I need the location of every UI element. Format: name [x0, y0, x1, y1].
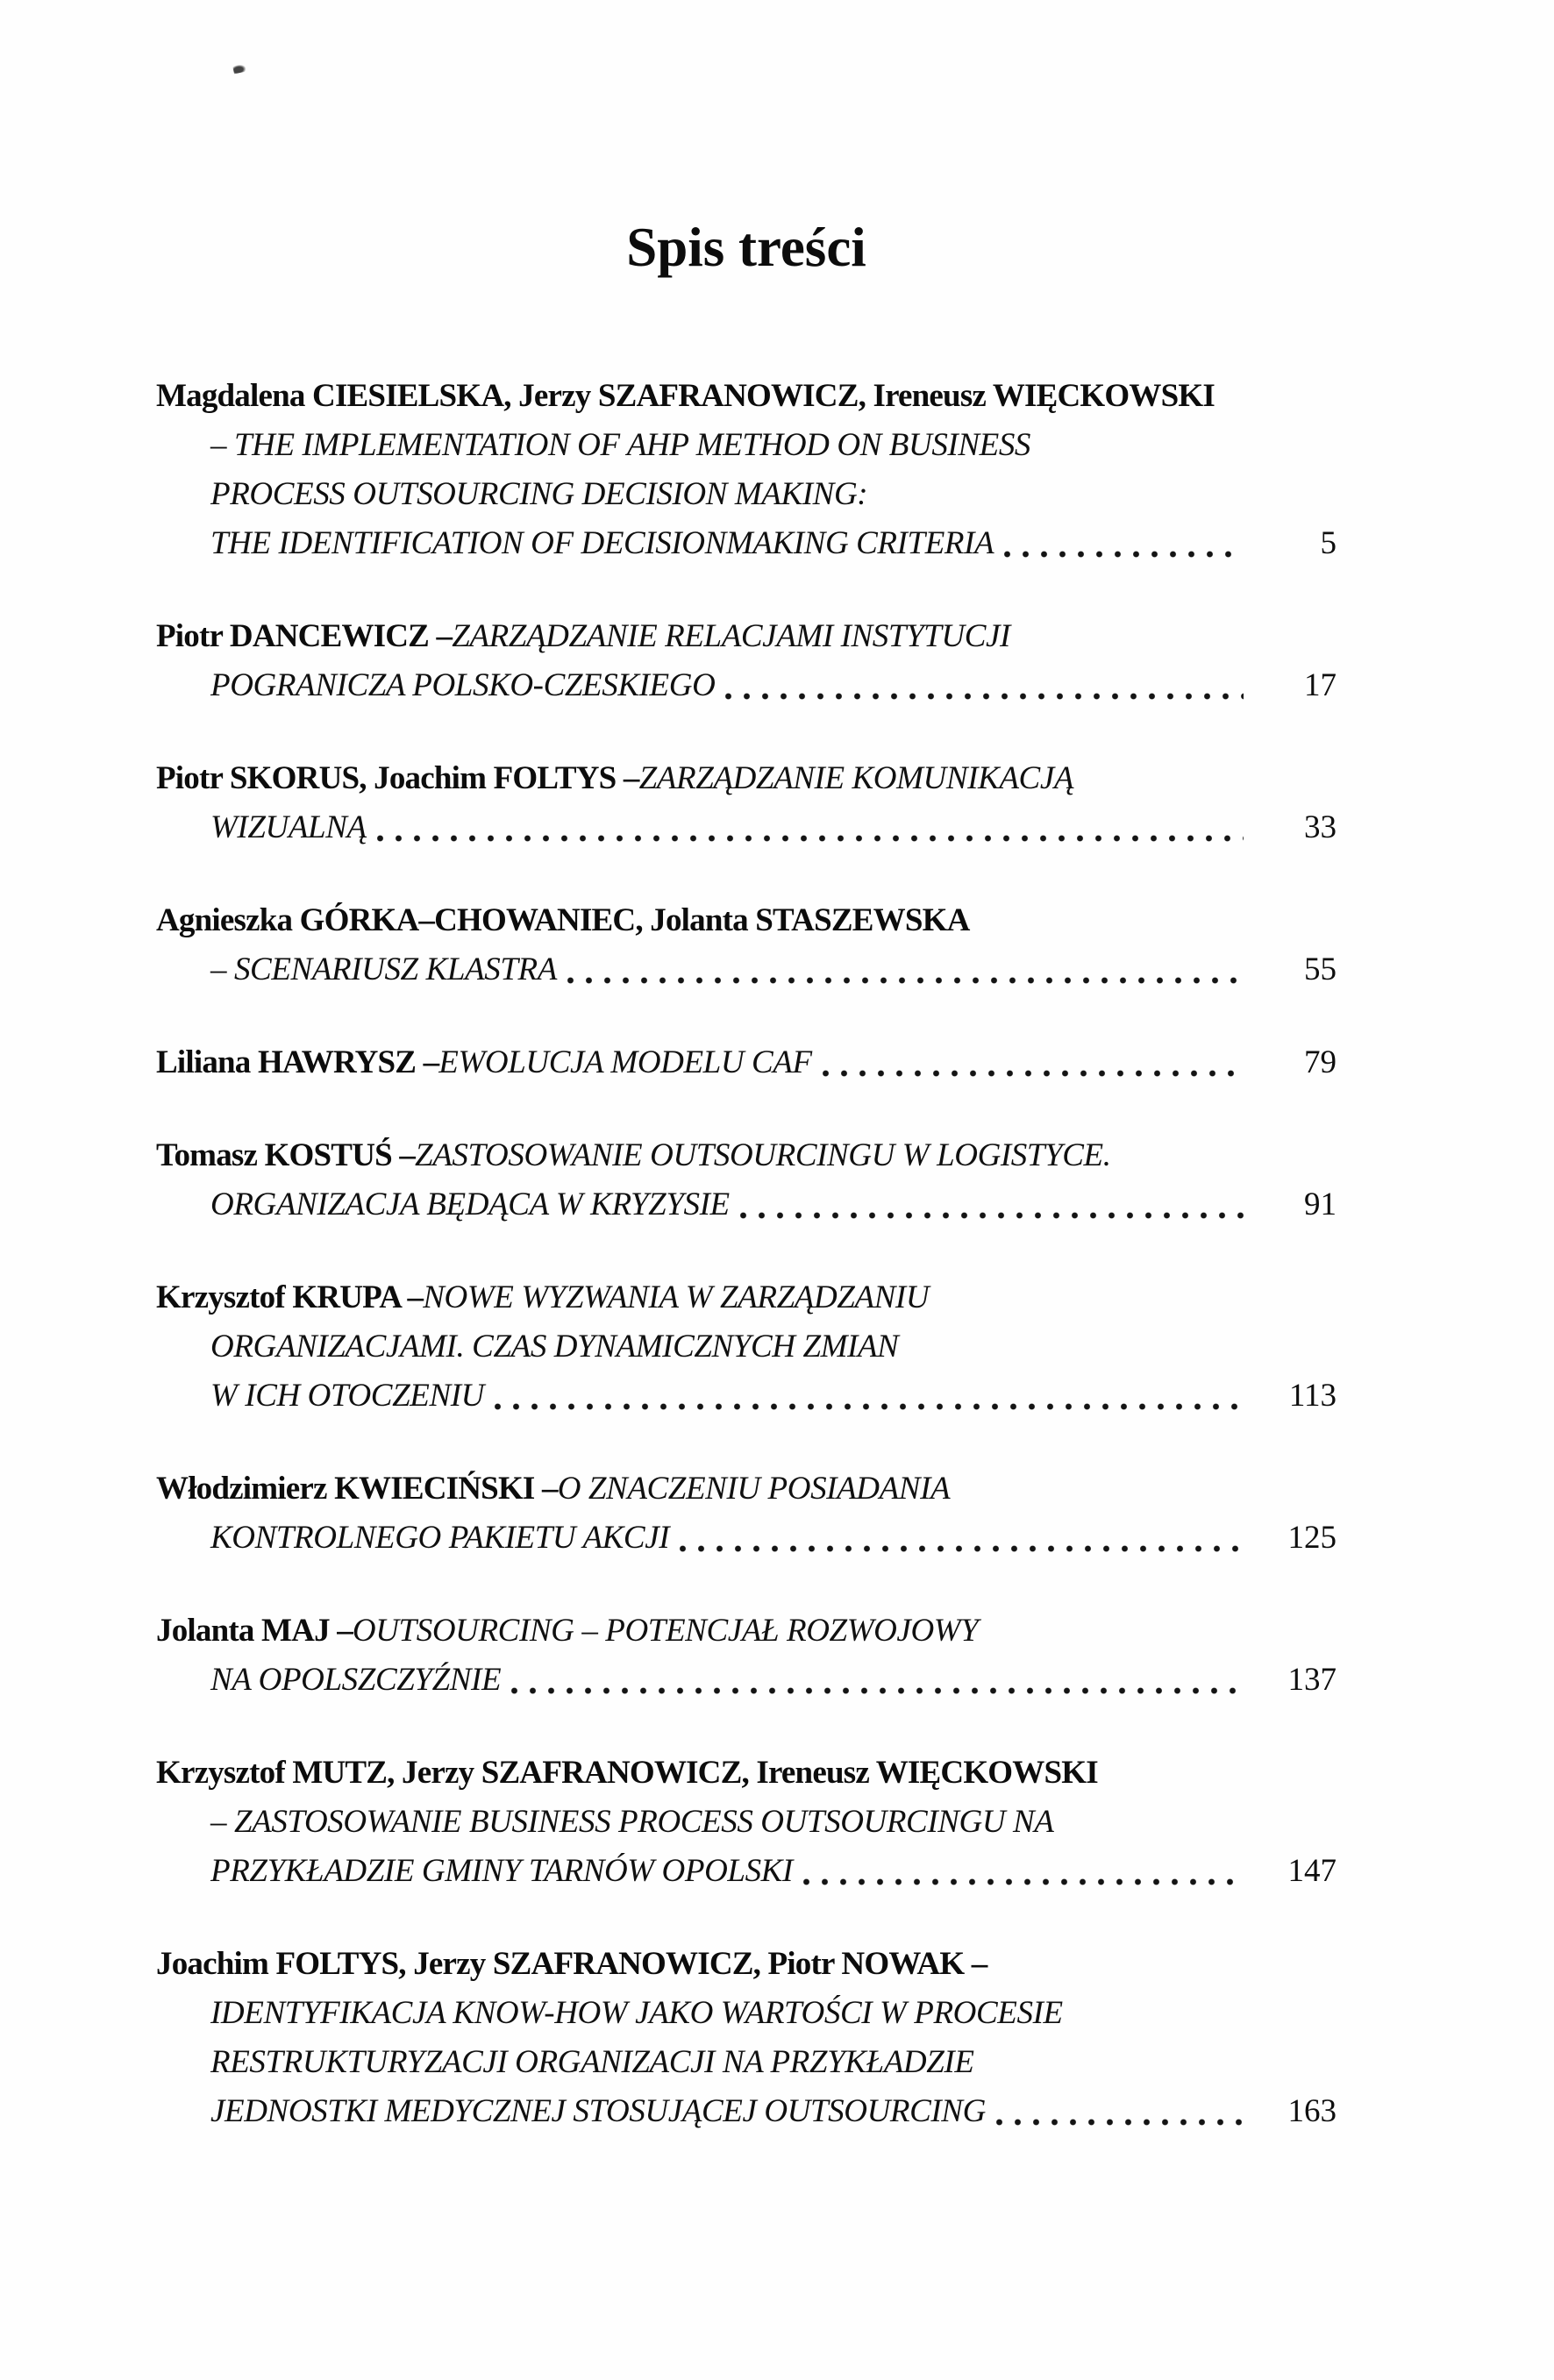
toc-list: [156, 372, 1337, 2136]
toc-line: [156, 754, 1337, 803]
toc-author-text: Jolanta MAJ –: [156, 1613, 353, 1649]
toc-line: [156, 372, 1337, 421]
toc-author-text: Agnieszka GÓRKA–CHOWANIEC, Jolanta STASZEWSKA: [156, 902, 970, 938]
toc-author-text: Krzysztof KRUPA –: [156, 1279, 424, 1315]
toc-title-text: WIZUALNĄ: [210, 809, 367, 845]
toc-author-text: Magdalena CIESIELSKA, Jerzy SZAFRANOWICZ, Ireneusz WIĘCKOWSKI: [156, 378, 1215, 414]
page-number: 5: [1320, 525, 1337, 561]
dot-leader: [994, 519, 1252, 568]
page-number: 137: [1287, 1662, 1337, 1698]
dot-leader: [669, 1514, 1252, 1563]
toc-entry: [156, 1607, 1337, 1705]
toc-line: [156, 1322, 1337, 1372]
toc-author-text: Joachim FOLTYS, Jerzy SZAFRANOWICZ, Piotr NOWAK –: [156, 1946, 987, 1982]
toc-line: [156, 1180, 1337, 1229]
toc-entry: [156, 1273, 1337, 1421]
toc-line: [156, 612, 1337, 661]
toc-entry: [156, 1940, 1337, 2136]
toc-title-text: – SCENARIUSZ KLASTRA: [210, 951, 557, 987]
toc-title-text: NA OPOLSZCZYŹNIE: [210, 1662, 502, 1698]
toc-title-text: ORGANIZACJA BĘDĄCA W KRYZYSIE: [210, 1186, 730, 1222]
toc-line: [156, 1940, 1337, 1989]
toc-title-text: PROCESS OUTSOURCING DECISION MAKING:: [210, 476, 868, 512]
page-number: 79: [1304, 1044, 1337, 1080]
toc-line: [156, 1372, 1337, 1421]
toc-title-text: ZARZĄDZANIE KOMUNIKACJĄ: [638, 760, 1074, 796]
toc-title-text: KONTROLNEGO PAKIETU AKCJI: [210, 1520, 670, 1556]
toc-title-text: ORGANIZACJAMI. CZAS DYNAMICZNYCH ZMIAN: [210, 1329, 899, 1365]
toc-line: [156, 1038, 1337, 1087]
dot-leader: [501, 1656, 1252, 1705]
page-number: 147: [1287, 1853, 1337, 1889]
toc-line: [156, 1798, 1337, 1847]
toc-entry: [156, 754, 1337, 852]
toc-entry: [156, 896, 1337, 994]
toc-title-text: ZASTOSOWANIE OUTSOURCINGU W LOGISTYCE.: [415, 1137, 1111, 1173]
toc-line: [156, 803, 1337, 852]
toc-entry: [156, 1464, 1337, 1563]
toc-title-text: O ZNACZENIU POSIADANIA: [557, 1471, 951, 1507]
toc-title-text: OUTSOURCING – POTENCJAŁ ROZWOJOWY: [352, 1613, 979, 1649]
toc-title-text: POGRANICZA POLSKO-CZESKIEGO: [210, 667, 716, 703]
toc-title-text: – THE IMPLEMENTATION OF AHP METHOD ON BUSINESS: [210, 427, 1031, 463]
toc-line: [156, 421, 1337, 470]
toc-line: [156, 1749, 1337, 1798]
toc-author-text: Krzysztof MUTZ, Jerzy SZAFRANOWICZ, Ireneusz WIĘCKOWSKI: [156, 1755, 1098, 1791]
toc-line: [156, 519, 1337, 568]
toc-entry: [156, 1749, 1337, 1896]
toc-line: [156, 945, 1337, 994]
dot-leader: [715, 661, 1252, 710]
toc-entry: [156, 1038, 1337, 1087]
toc-title-text: RESTRUKTURYZACJI ORGANIZACJI NA PRZYKŁADZIE: [210, 2044, 974, 2080]
toc-line: [156, 1847, 1337, 1896]
toc-line: [156, 1607, 1337, 1656]
dot-leader: [730, 1180, 1252, 1229]
toc-author-text: Liliana HAWRYSZ –: [156, 1044, 439, 1080]
toc-title-text: EWOLUCJA MODELU CAF: [438, 1044, 812, 1080]
toc-author-text: Piotr DANCEWICZ –: [156, 618, 453, 654]
toc-line: [156, 1464, 1337, 1514]
toc-title-text: THE IDENTIFICATION OF DECISIONMAKING CRITERIA: [210, 525, 994, 561]
dot-leader: [793, 1847, 1252, 1896]
scan-speck-artifact: [232, 64, 246, 75]
page-number: 55: [1304, 951, 1337, 987]
toc-title-text: PRZYKŁADZIE GMINY TARNÓW OPOLSKI: [210, 1853, 793, 1889]
toc-entry: [156, 1131, 1337, 1229]
toc-title-text: W ICH OTOCZENIU: [210, 1378, 484, 1414]
toc-line: [156, 896, 1337, 945]
toc-title-text: JEDNOSTKI MEDYCZNEJ STOSUJĄCEJ OUTSOURCING: [210, 2093, 986, 2129]
toc-line: [156, 470, 1337, 519]
toc-content: [156, 217, 1337, 2180]
dot-leader: [812, 1038, 1252, 1087]
page-number: 91: [1304, 1186, 1337, 1222]
dot-leader: [986, 2087, 1252, 2136]
page-number: 113: [1288, 1378, 1337, 1414]
toc-line: [156, 661, 1337, 710]
toc-line: [156, 2038, 1337, 2087]
dot-leader: [484, 1372, 1252, 1421]
toc-author-text: Tomasz KOSTUŚ –: [156, 1137, 416, 1173]
dot-leader: [557, 945, 1252, 994]
toc-author-text: Włodzimierz KWIECIŃSKI –: [156, 1471, 558, 1507]
page-number: 17: [1304, 667, 1337, 703]
toc-title-text: NOWE WYZWANIA W ZARZĄDZANIU: [423, 1279, 930, 1315]
page-number: 33: [1304, 809, 1337, 845]
dot-leader: [367, 803, 1252, 852]
toc-title-text: IDENTYFIKACJA KNOW-HOW JAKO WARTOŚCI W PROCESIE: [210, 1995, 1063, 2031]
page-number: 125: [1287, 1520, 1337, 1556]
toc-title-text: – ZASTOSOWANIE BUSINESS PROCESS OUTSOURCINGU NA: [210, 1804, 1054, 1840]
toc-author-text: Piotr SKORUS, Joachim FOLTYS –: [156, 760, 639, 796]
toc-title-text: ZARZĄDZANIE RELACJAMI INSTYTUCJI: [452, 618, 1010, 654]
toc-line: [156, 1131, 1337, 1180]
toc-line: [156, 1514, 1337, 1563]
page-number: 163: [1287, 2093, 1337, 2129]
page-title: Spis treści: [626, 217, 866, 278]
toc-line: [156, 1273, 1337, 1322]
toc-entry: [156, 612, 1337, 710]
toc-line: [156, 1989, 1337, 2038]
toc-entry: [156, 372, 1337, 568]
toc-line: [156, 1656, 1337, 1705]
toc-line: [156, 2087, 1337, 2136]
